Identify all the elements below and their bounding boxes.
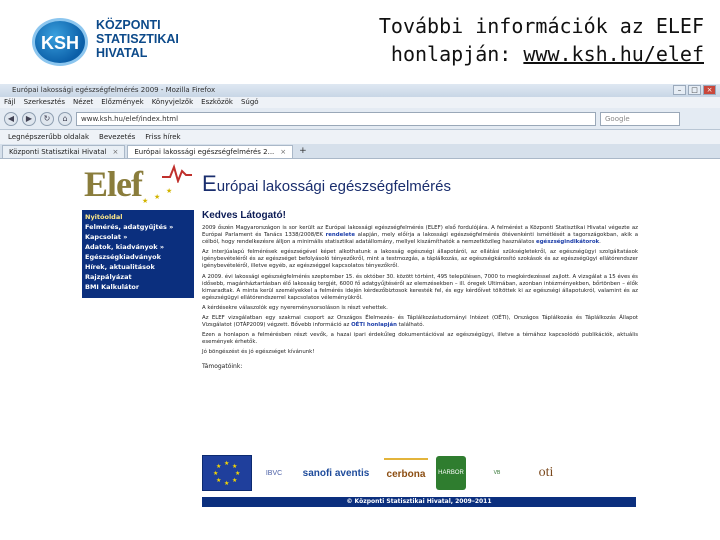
star-icon: ★ — [166, 187, 173, 195]
ksh-logo-emblem — [32, 18, 88, 66]
address-bar[interactable]: www.ksh.hu/elef/index.html — [76, 112, 596, 126]
site-title-rest: urópai lakossági egészségfelmérés — [216, 178, 451, 195]
page-footer: © Központi Statisztikai Hivatal, 2009–2011 — [202, 497, 636, 507]
close-tab-icon[interactable]: × — [280, 148, 287, 156]
sidebar-item-news[interactable]: Hírek, aktualitások — [85, 263, 155, 271]
bookmark-item[interactable]: Bevezetés — [99, 133, 136, 141]
sidebar-menu — [82, 210, 194, 298]
sponsor-logo-oti[interactable]: oti — [538, 465, 554, 480]
sponsor-logo-sanofi[interactable]: sanofi aventis — [302, 467, 370, 479]
ksh-logo-abbr: KSH — [40, 33, 79, 53]
paragraph-sample: A 2009. évi lakossági egészségfelmérés szeptember 15. és október 30. között történt, 495 településen, 7000 to megkérdezéssel zajlott. A vizsgálat a 15 éves és idősebb, magánháztartásban élő lakosság tergjét, 6000 fő adatgyűjtéséről az elemzésekben – ill. óregek Ultimában, azonban intézményekben, bőrtönben – élők kimaradtak. A minta kerül személyekkel a felmérés idején kérdezőbiztosok keresték fel, és egy kérdőívet töltöttek ki az egészségi állapotukról, valamint és az egészségügyi ellátórendszerrel kapcsolatos véleményükről. — [202, 273, 638, 301]
window-title: Európai lakossági egészségfelmérés 2009 - Mozilla Firefox — [12, 86, 216, 94]
star-icon: ★ — [154, 193, 161, 201]
sidebar-item-bmi-calculator[interactable]: BMI Kalkulátor — [85, 283, 140, 291]
search-input[interactable]: Google — [600, 112, 680, 126]
menu-bookmarks[interactable]: Könyvjelzők — [151, 98, 194, 106]
sponsor-logo-vb[interactable]: VB — [493, 470, 501, 476]
elef-logo-word: Elef — [84, 164, 142, 204]
sponsor-logo-ibvc[interactable]: IBVC — [265, 469, 283, 477]
sidebar-item-contact[interactable]: Kapcsolat » — [85, 233, 128, 241]
sponsor-logo-cerbona[interactable]: cerbona — [384, 458, 428, 488]
star-icon: ★ — [142, 197, 149, 205]
supporters-label: Támogatóink: — [202, 362, 243, 370]
slide-header — [0, 0, 720, 84]
close-tab-icon[interactable]: × — [112, 148, 119, 156]
paragraph-website: Ezen a honlapon a felmérésben részt vevők, a hazai ipari érdekűleg dokumentációval az egészségügyi, illetve a témához kapcsolódó publikációk, aktuális események érhetők. — [202, 332, 638, 346]
slide-title — [379, 12, 704, 68]
close-icon[interactable]: × — [703, 85, 716, 95]
menu-tools[interactable]: Eszközök — [201, 98, 233, 106]
sponsor-logo-harbor[interactable]: HARBOR — [436, 456, 466, 490]
menu-file[interactable]: Fájl — [4, 98, 16, 106]
inline-link[interactable]: rendelete — [325, 232, 355, 239]
menu-history[interactable]: Előzmények — [101, 98, 144, 106]
paragraph-closing: Jó böngészést és jó egészséget kívánunk! — [202, 349, 315, 356]
tab-ksh[interactable] — [2, 145, 125, 158]
window-controls — [673, 85, 716, 95]
slide-title-line1: További információk az ELEF — [378, 14, 704, 38]
navigation-bar — [0, 108, 720, 130]
new-tab-icon[interactable]: + — [299, 146, 307, 156]
menu-help[interactable]: Súgó — [240, 98, 259, 106]
reload-icon[interactable]: ↻ — [40, 112, 54, 126]
paragraph-intro: 2009 őszén Magyarországon is sor került az Európai lakossági egészségfelmérés (ELEF) első fordulójára. A felmérést a Központi Statisztikai Hivatal végezte az Európai Parlament és Tanács 1338/2008/EK rendelete alapján, mely előírja a lakossági egészségfelmérés ötévenkénti ismétlését a tagországokban, akik a célból, hogy rendelkezésre álljon a minimális statisztikai adatállomány, mellyel kiszámíthatók a nemzetközileg használatos egészségindikátorok. — [202, 225, 638, 246]
sponsor-logos — [202, 452, 636, 494]
ksh-logo-text — [96, 18, 179, 60]
site-title — [202, 171, 451, 197]
web-page — [0, 159, 720, 540]
ksh-logo-line1: KÖZPONTI — [96, 18, 161, 32]
sidebar-item-home[interactable]: Nyitóoldal — [85, 213, 123, 221]
menu-edit[interactable]: Szerkesztés — [23, 98, 66, 106]
sidebar-item-data[interactable]: Adatok, kiadványok » — [85, 243, 165, 251]
main-content — [202, 210, 638, 370]
sidebar-item-drawing-contest[interactable]: Rajzpályázat — [85, 273, 132, 281]
sidebar-item-health-pubs[interactable]: Egészségkiadványok — [85, 253, 161, 261]
paragraph-interview: Az interjúalapú felmérések egészségével képet alkothatunk a lakosság egészségi állapotáról, az ellátási szükségletekről, az egészségügyi szolgáltatások igénybevételéről és az egészséget befolyásoló tényezőkről, mint a testmozgás, a táplálkozás, az egészségkárosító szokások és az egészségügyi ellátórendszer igénybevételéről, illetve egyéb, az egészséggel kapcsolatos tényezőkről. — [202, 249, 638, 270]
page-container — [82, 159, 640, 540]
tab-label: Európai lakossági egészségfelmérés 2... — [134, 148, 275, 156]
browser-titlebar — [0, 84, 720, 97]
menu-view[interactable]: Nézet — [73, 98, 94, 106]
ksh-logo-line2: STATISZTIKAI — [96, 32, 179, 46]
maximize-icon[interactable]: □ — [688, 85, 701, 95]
ksh-logo-line3: HIVATAL — [96, 46, 148, 60]
heartbeat-icon — [162, 163, 192, 183]
ksh-logo — [32, 14, 197, 70]
minimize-icon[interactable]: – — [673, 85, 686, 95]
inline-link[interactable]: OÉTI honlapján — [351, 322, 397, 329]
bookmark-item[interactable]: Friss hírek — [145, 133, 181, 141]
sidebar-item-survey[interactable]: Felmérés, adatgyűjtés » — [85, 223, 174, 231]
tab-label: Központi Statisztikai Hivatal — [9, 148, 107, 156]
browser-window — [0, 84, 720, 540]
tab-strip — [0, 144, 720, 159]
slide-title-url[interactable]: www.ksh.hu/elef — [523, 42, 704, 66]
tab-elef[interactable] — [127, 145, 293, 158]
bookmarks-bar — [0, 130, 720, 144]
back-icon[interactable]: ◀ — [4, 112, 18, 126]
slide-title-prefix: honlapján: — [390, 42, 524, 66]
greeting-heading: Kedves Látogató! — [202, 210, 286, 221]
inline-link[interactable]: egészségindikátorok — [536, 239, 600, 246]
eu-flag-icon[interactable]: ★ ★ ★ ★ ★ ★ ★ ★ — [202, 455, 252, 491]
home-icon[interactable]: ⌂ — [58, 112, 72, 126]
slide-title-line2 — [379, 40, 704, 68]
menu-bar — [0, 97, 720, 108]
forward-icon[interactable]: ▶ — [22, 112, 36, 126]
paragraph-oeti: Az ELEF vizsgálatban egy szakmai csoport az Országos Élelmezés- és Táplálkozástudományi Intézet (OÉTI), Országos Táplálkozás és Táplálkozás Állapot Vizsgálatot (OTÁP2009) végzett. Bővebb információ az OÉTI honlapján található. — [202, 315, 638, 329]
paragraph-lottery: A kérdésekre válaszolók egy nyereménysorsoláson is részt vehettek. — [202, 304, 388, 311]
elef-logo[interactable] — [82, 163, 192, 207]
bookmark-item[interactable]: Legnépszerűbb oldalak — [8, 133, 90, 141]
site-title-initial: E — [202, 171, 217, 196]
